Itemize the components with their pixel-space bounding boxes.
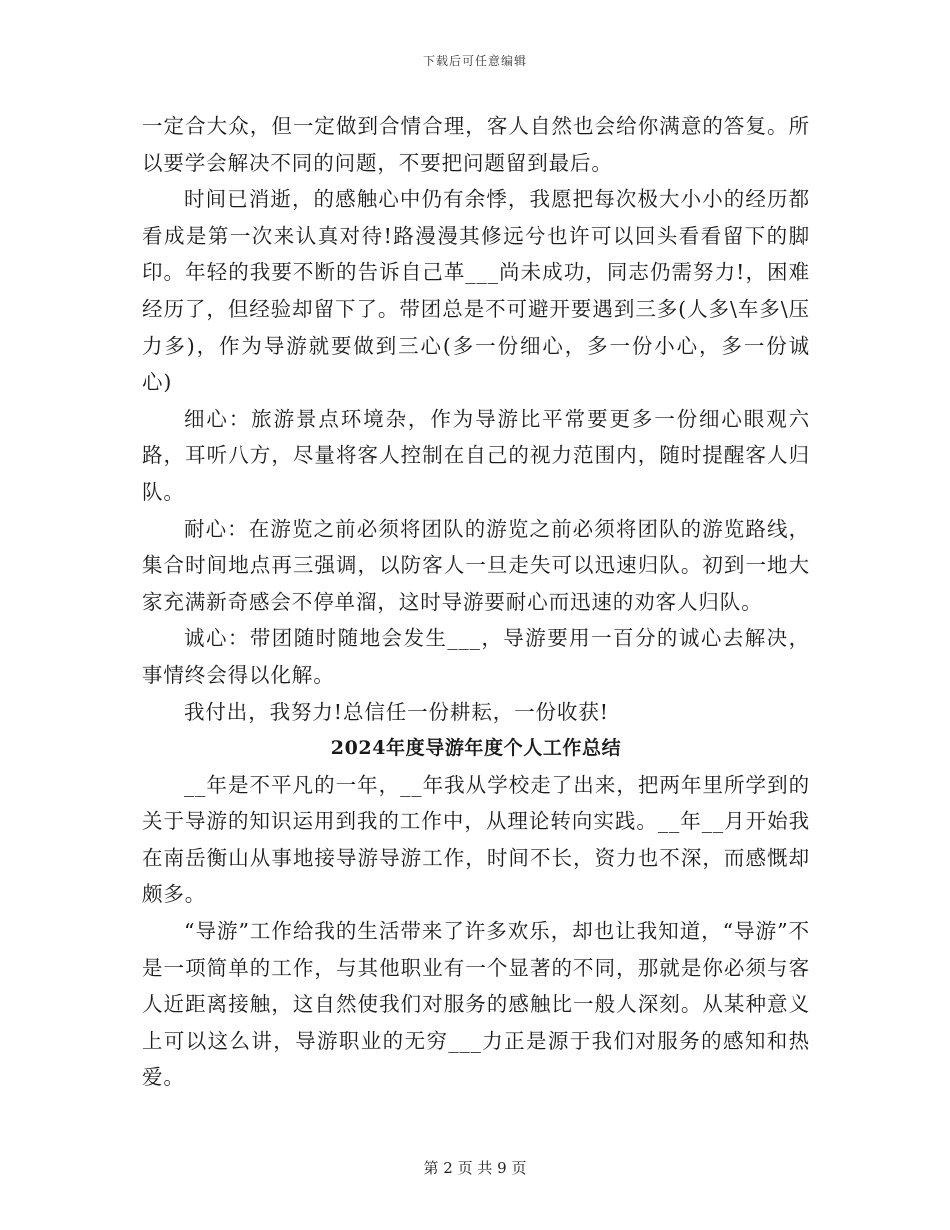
document-body: [142, 108, 810, 1096]
paragraph-naixin: 耐心：在游览之前必须将团队的游览之前必须将团队的游览路线，集合时间地点再三强调，以防客人一旦走失可以迅速归队。初到一地大家充满新奇感会不停单溜，这时导游要耐心而迅速的劝客人归队。: [142, 516, 810, 614]
page-number: 第 2 页 共 9 页: [423, 1159, 527, 1177]
document-title: 2024年度导游年度个人工作总结: [330, 737, 622, 760]
paragraph: __年是不平凡的一年，__年我从学校走了出来，把两年里所学到的关于导游的知识运用到我的工作中，从理论转向实践。__年__月开始我在南岳衡山从事地接导游导游工作，时间不长，资力也不深，而感慨却颇多。: [142, 772, 810, 907]
paragraph: 一定合大众，但一定做到合情合理，客人自然也会给你满意的答复。所以要学会解决不同的问题，不要把问题留到最后。: [142, 114, 810, 175]
paragraph: 时间已消逝，的感触心中仍有余悸，我愿把每次极大小小的经历都看成是第一次来认真对待!路漫漫其修远兮也许可以回头看看留下的脚印。年轻的我要不断的告诉自己革___尚未成功，同志仍需努力!，困难经历了，但经验却留下了。带团总是不可避开要遇到三多(人多\车多\压力多)，作为导游就要做到三心(多一份细心，多一份小心，多一份诚心): [142, 187, 810, 395]
paragraph-xixin: 细心：旅游景点环境杂，作为导游比平常要更多一份细心眼观六路，耳听八方，尽量将客人控制在自己的视力范围内，随时提醒客人归队。: [142, 406, 810, 504]
paragraph: “导游”工作给我的生活带来了许多欢乐，却也让我知道，“导游”不是一项简单的工作，与其他职业有一个显著的不同，那就是你必须与客人近距离接触，这自然使我们对服务的感触比一般人深刻。从某种意义上可以这么讲，导游职业的无穷___力正是源于我们对服务的感知和热爱。: [142, 919, 810, 1090]
paragraph: 我付出，我努力!总信任一份耕耘，一份收获!: [184, 699, 609, 724]
page-header-note: 下载后可任意编辑: [422, 54, 527, 68]
paragraph-chengxin: 诚心：带团随时随地会发生___，导游要用一百分的诚心去解决，事情终会得以化解。: [142, 626, 810, 687]
